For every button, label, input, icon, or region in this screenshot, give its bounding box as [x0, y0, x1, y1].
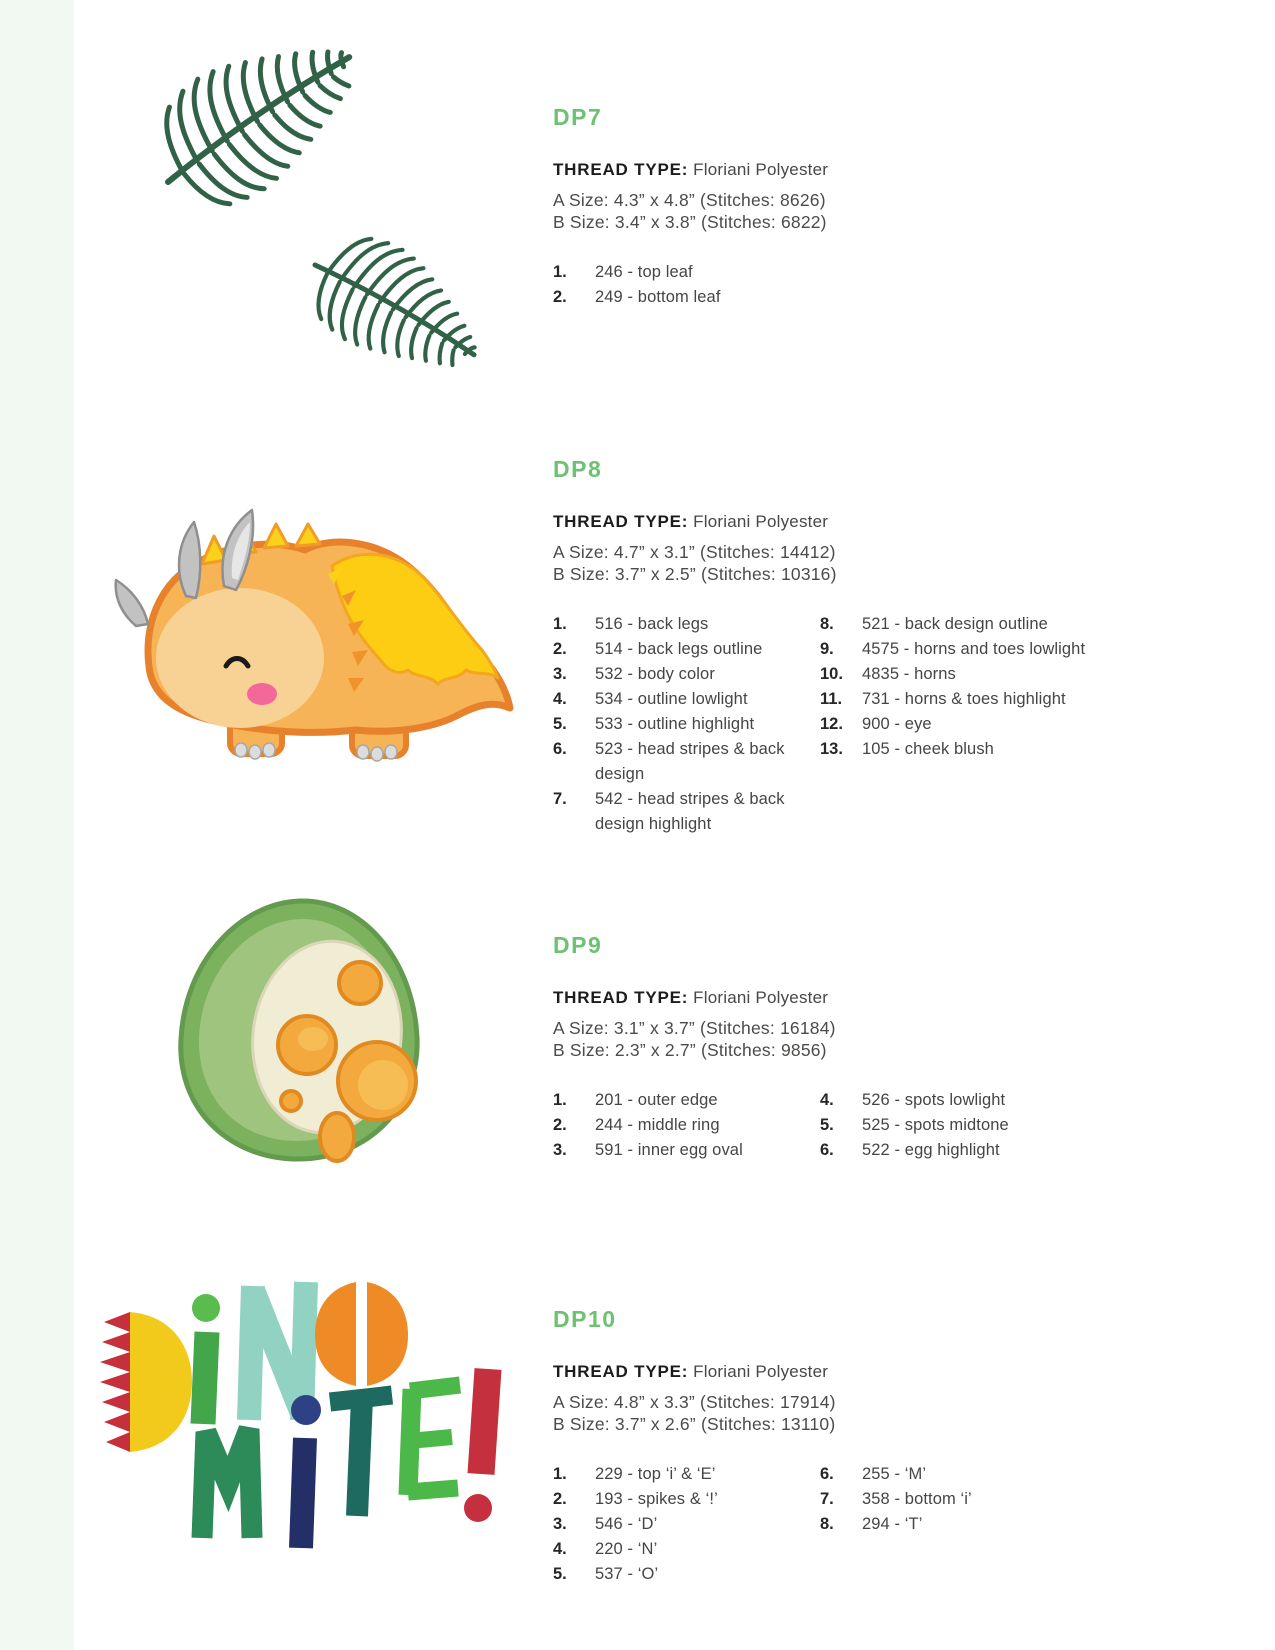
color-label: 731 - horns & toes highlight	[862, 690, 1066, 708]
color-number: 2.	[553, 288, 567, 306]
size-b: B Size: 3.7” x 2.6” (Stitches: 13110)	[553, 1414, 836, 1434]
color-label: 4835 - horns	[862, 665, 956, 683]
size-b: B Size: 3.4” x 3.8” (Stitches: 6822)	[553, 212, 827, 232]
color-number: 3.	[553, 1141, 567, 1159]
color-number: 12.	[820, 715, 843, 733]
dino-egg-embroidery-image	[155, 885, 445, 1175]
color-number: 2.	[553, 1116, 567, 1134]
color-number: 4.	[553, 1540, 567, 1558]
color-number: 13.	[820, 740, 843, 758]
color-list-column-2	[820, 612, 1094, 762]
size-lines	[553, 1391, 1113, 1435]
section-title: DP10	[553, 1306, 617, 1332]
color-label: 521 - back design outline	[862, 615, 1048, 633]
thread-type-value: Floriani Polyester	[693, 160, 829, 179]
color-number: 3.	[553, 665, 567, 683]
color-label: 523 - head stripes & back design	[595, 740, 785, 783]
color-number: 11.	[820, 690, 843, 708]
color-number: 10.	[820, 665, 843, 683]
size-lines	[553, 1017, 1113, 1061]
color-label: 244 - middle ring	[595, 1116, 720, 1134]
color-lists	[553, 1462, 1113, 1587]
size-a: A Size: 4.3” x 4.8” (Stitches: 8626)	[553, 190, 826, 210]
section-dp7	[553, 105, 1113, 310]
color-number: 4.	[553, 690, 567, 708]
size-a: A Size: 3.1” x 3.7” (Stitches: 16184)	[553, 1018, 836, 1038]
size-lines	[553, 189, 1113, 233]
section-title: DP7	[553, 104, 603, 130]
thread-type-line	[553, 986, 1113, 1010]
color-label: 294 - ‘T’	[862, 1515, 923, 1533]
color-lists	[553, 612, 1113, 837]
thread-type-value: Floriani Polyester	[693, 988, 829, 1007]
section-dp9	[553, 933, 1113, 1163]
color-number: 6.	[553, 740, 567, 758]
color-number: 1.	[553, 1091, 567, 1109]
color-label: 201 - outer edge	[595, 1091, 718, 1109]
color-label: 532 - body color	[595, 665, 715, 683]
color-number: 6.	[820, 1141, 834, 1159]
color-label: 542 - head stripes & back design highlight	[595, 790, 785, 833]
dino-mite-lettering-embroidery-image	[90, 1248, 520, 1563]
color-label: 900 - eye	[862, 715, 932, 733]
color-lists	[553, 260, 1113, 310]
color-list-column-1	[553, 1462, 820, 1587]
color-number: 3.	[553, 1515, 567, 1533]
color-list-column-1	[553, 260, 820, 310]
thread-type-line	[553, 510, 1113, 534]
color-label: 249 - bottom leaf	[595, 288, 721, 306]
color-label: 4575 - horns and toes lowlight	[862, 640, 1086, 658]
size-b: B Size: 3.7” x 2.5” (Stitches: 10316)	[553, 564, 837, 584]
color-label: 229 - top ‘i’ & ‘E’	[595, 1465, 716, 1483]
thread-type-value: Floriani Polyester	[693, 1362, 829, 1381]
color-number: 5.	[553, 715, 567, 733]
color-label: 537 - ‘O’	[595, 1565, 659, 1583]
size-lines	[553, 541, 1113, 585]
color-label: 526 - spots lowlight	[862, 1091, 1006, 1109]
thread-type-label: THREAD TYPE:	[553, 160, 689, 179]
section-dp10	[553, 1307, 1113, 1587]
triceratops-embroidery-image	[90, 478, 520, 778]
color-list-column-1	[553, 612, 820, 837]
color-label: 246 - top leaf	[595, 263, 693, 281]
page-margin-strip	[0, 0, 78, 1650]
color-label: 255 - ‘M’	[862, 1465, 927, 1483]
thread-type-label: THREAD TYPE:	[553, 512, 689, 531]
thread-type-line	[553, 1360, 1113, 1384]
color-number: 9.	[820, 640, 834, 658]
color-label: 105 - cheek blush	[862, 740, 994, 758]
color-number: 1.	[553, 615, 567, 633]
size-a: A Size: 4.7” x 3.1” (Stitches: 14412)	[553, 542, 836, 562]
color-number: 7.	[820, 1490, 834, 1508]
size-a: A Size: 4.8” x 3.3” (Stitches: 17914)	[553, 1392, 836, 1412]
color-label: 534 - outline lowlight	[595, 690, 748, 708]
section-title: DP9	[553, 932, 603, 958]
color-number: 4.	[820, 1091, 834, 1109]
color-list-column-1	[553, 1088, 820, 1163]
color-label: 220 - ‘N’	[595, 1540, 658, 1558]
thread-type-label: THREAD TYPE:	[553, 1362, 689, 1381]
color-number: 2.	[553, 640, 567, 658]
color-lists	[553, 1088, 1113, 1163]
color-number: 5.	[820, 1116, 834, 1134]
color-label: 533 - outline highlight	[595, 715, 755, 733]
color-number: 8.	[820, 615, 834, 633]
color-label: 546 - ‘D’	[595, 1515, 658, 1533]
color-number: 5.	[553, 1565, 567, 1583]
color-number: 8.	[820, 1515, 834, 1533]
color-label: 358 - bottom ‘i’	[862, 1490, 972, 1508]
color-list-column-2	[820, 1088, 1094, 1163]
color-label: 525 - spots midtone	[862, 1116, 1009, 1134]
thread-type-label: THREAD TYPE:	[553, 988, 689, 1007]
fern-leaves-embroidery-image	[140, 30, 500, 390]
color-number: 7.	[553, 790, 567, 808]
color-label: 522 - egg highlight	[862, 1141, 1000, 1159]
color-label: 193 - spikes & ‘!’	[595, 1490, 718, 1508]
size-b: B Size: 2.3” x 2.7” (Stitches: 9856)	[553, 1040, 827, 1060]
color-number: 1.	[553, 1465, 567, 1483]
thread-type-line	[553, 158, 1113, 182]
color-number: 1.	[553, 263, 567, 281]
color-number: 6.	[820, 1465, 834, 1483]
color-label: 514 - back legs outline	[595, 640, 763, 658]
color-list-column-2	[820, 1462, 1094, 1537]
section-title: DP8	[553, 456, 603, 482]
thread-type-value: Floriani Polyester	[693, 512, 829, 531]
section-dp8	[553, 457, 1113, 837]
color-number: 2.	[553, 1490, 567, 1508]
color-label: 591 - inner egg oval	[595, 1141, 743, 1159]
color-label: 516 - back legs	[595, 615, 709, 633]
